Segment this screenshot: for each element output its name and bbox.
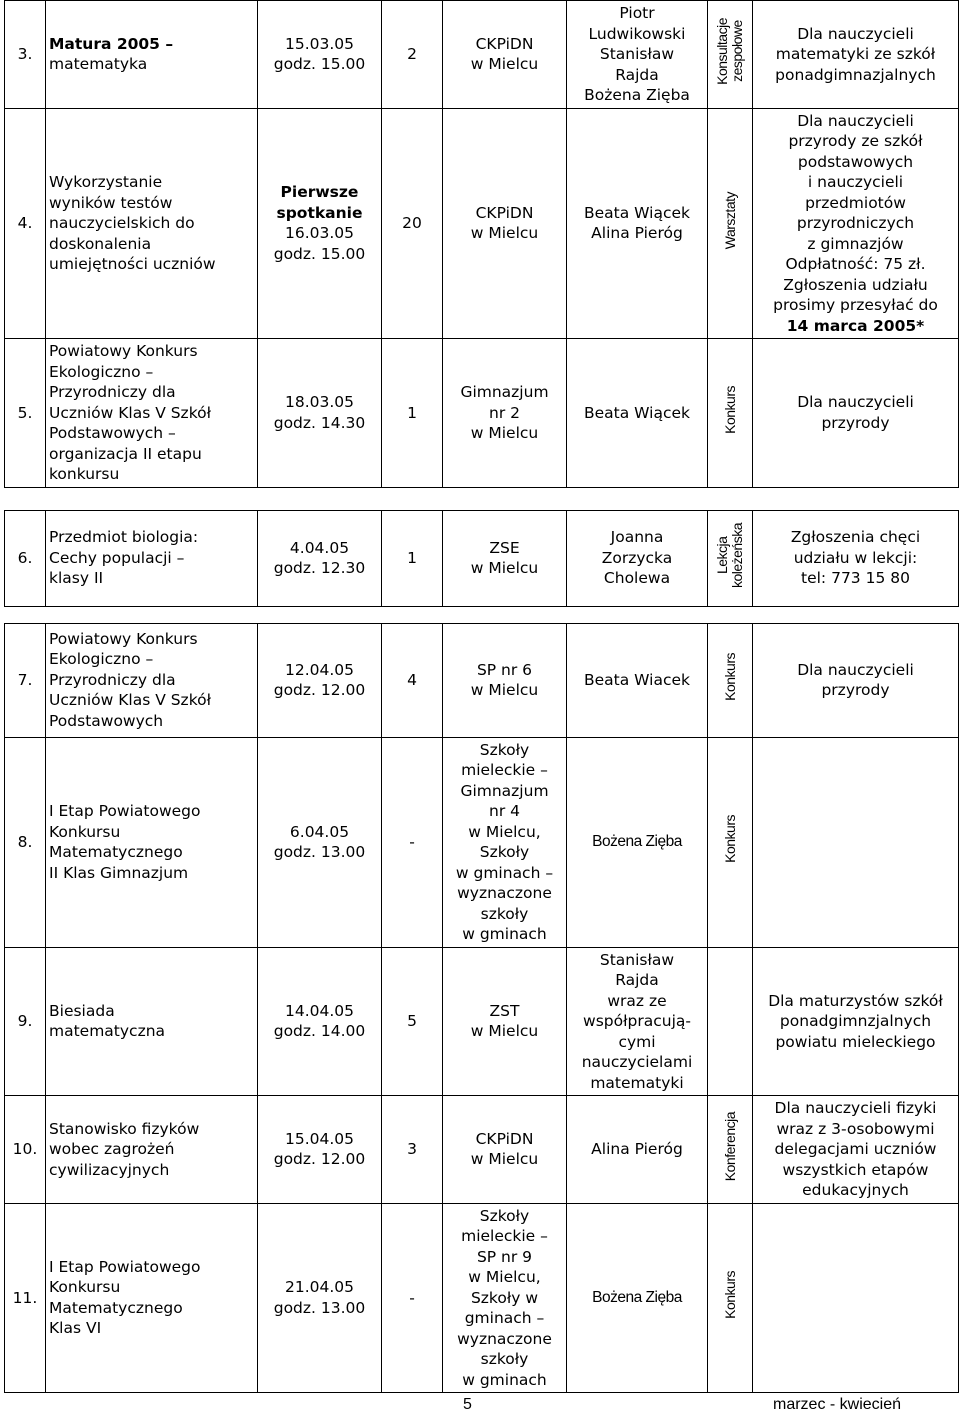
event-info [753, 1203, 959, 1393]
event-hours: 5 [382, 947, 443, 1096]
title-line: I Etap Powiatowego [49, 1257, 201, 1276]
event-form [708, 737, 753, 947]
schedule-body [5, 1, 959, 1393]
text-line: CKPiDN [475, 203, 534, 222]
text-line: w gminach [462, 1370, 547, 1389]
text-line: Ludwikowski [588, 24, 686, 43]
text-line: Szkoły [479, 1206, 530, 1225]
text-line: gminach – [464, 1309, 545, 1327]
text-line: Dla nauczycieli [797, 660, 914, 679]
table-row [5, 1096, 959, 1204]
title-line: nauczycielskich do [49, 214, 195, 232]
text-line: Gimnazjum [460, 781, 549, 800]
form-label: Warsztaty [721, 191, 738, 250]
title-line: Konkursu [49, 1278, 121, 1297]
row-number: 6. [5, 510, 46, 606]
text-line: przyrody [821, 413, 890, 432]
text-line: 4.04.05 [289, 538, 350, 557]
text-line: Joanna [610, 528, 664, 547]
event-title [46, 1, 258, 109]
text-line: mieleckie – [461, 761, 548, 779]
event-title [46, 623, 258, 737]
text-line: ponadgimnzjalnych [779, 1012, 932, 1030]
text-line: 6.04.05 [289, 822, 350, 841]
event-place [443, 623, 567, 737]
text-line: nr 2 [489, 403, 520, 422]
text-line: w Mielcu [470, 224, 539, 243]
title-line: wobec zagrożeń [49, 1140, 175, 1158]
text-line: Szkoły w [470, 1288, 539, 1307]
title-line: wyników testów [49, 193, 173, 212]
text-line: godz. 15.00 [273, 55, 366, 74]
row-number: 7. [5, 623, 46, 737]
text-line: nr 4 [489, 802, 520, 820]
event-title [46, 947, 258, 1096]
title-line: matematyka [49, 55, 148, 74]
row-gap [5, 606, 959, 623]
title-line: Przyrodniczy dla [49, 670, 176, 689]
event-hours: - [382, 1203, 443, 1393]
text-line: spotkanie [276, 203, 363, 222]
row-number: 9. [5, 947, 46, 1096]
event-info [753, 339, 959, 488]
event-hours: - [382, 737, 443, 947]
title-line: Cechy populacji – [49, 548, 185, 567]
title-line: Podstawowych [49, 711, 164, 730]
event-title [46, 1203, 258, 1393]
text-line: Rajda [615, 971, 659, 989]
title-line: Klas VI [49, 1319, 102, 1338]
event-form [708, 339, 753, 488]
event-hours: 1 [382, 339, 443, 488]
text-line: Gimnazjum [460, 383, 549, 401]
form-label: Konkurs [721, 653, 738, 702]
text-line: godz. 12.00 [273, 1150, 366, 1169]
text-line: w gminach [462, 925, 547, 943]
page-number: 5 [463, 1396, 472, 1413]
text-line: prosimy przesyłać do [773, 296, 938, 314]
text-line: godz. 15.00 [273, 244, 366, 263]
text-line: edukacyjnych [802, 1181, 909, 1199]
title-line: Powiatowy Konkurs [49, 342, 198, 360]
event-title [46, 1096, 258, 1204]
event-lead [567, 1, 708, 109]
text-line: Bożena Zięba [584, 86, 690, 104]
event-form [708, 1, 753, 109]
text-line: Dla nauczycieli [797, 393, 914, 412]
text-line: Zgłoszenia chęci [790, 528, 921, 547]
title-line: Matura 2005 – [49, 34, 174, 53]
text-line: Dla maturzystów szkół [768, 991, 943, 1010]
title-line: Matematycznego [49, 1298, 183, 1317]
row-number: 10. [5, 1096, 46, 1204]
table-row [5, 339, 959, 488]
form-label: Konferencja [721, 1111, 738, 1182]
form-label: Lekcja koleżeńska [714, 522, 745, 588]
text-line: w Mielcu [470, 424, 539, 442]
text-line: godz. 12.00 [273, 681, 366, 699]
event-lead [567, 339, 708, 488]
event-form [708, 1096, 753, 1204]
event-date [258, 1203, 382, 1393]
event-form [708, 510, 753, 606]
title-line: doskonalenia [49, 234, 152, 253]
text-line: 15.03.05 [284, 34, 355, 53]
title-line: Konkursu [49, 822, 121, 841]
text-line: Bożena Zięba [592, 1288, 682, 1306]
text-line: wraz z 3-osobowymi [776, 1119, 935, 1138]
event-place [443, 737, 567, 947]
text-line: 15.04.05 [284, 1129, 355, 1148]
table-row [5, 947, 959, 1096]
text-line: w Mielcu [470, 55, 539, 74]
text-line: Beata Wiącek [584, 203, 690, 222]
row-number: 11. [5, 1203, 46, 1393]
text-line: Beata Wiacek [584, 670, 690, 689]
text-line: w Mielcu [470, 559, 539, 577]
text-line: matematyki ze szkół [775, 45, 936, 63]
text-line: matematyki [590, 1073, 684, 1092]
event-place [443, 1096, 567, 1204]
text-line: Dla nauczycieli [797, 24, 914, 43]
text-line: cymi [618, 1032, 656, 1051]
event-place [443, 1, 567, 109]
text-line: w gminach – [455, 863, 554, 882]
event-lead [567, 510, 708, 606]
title-line: Biesiada [49, 1001, 115, 1020]
footer-months: marzec - kwiecień [773, 1396, 902, 1413]
text-line: CKPiDN [475, 1129, 534, 1148]
text-line: Pierwsze [280, 183, 359, 202]
event-date [258, 623, 382, 737]
event-lead [567, 1096, 708, 1204]
title-line: II Klas Gimnazjum [49, 863, 189, 882]
title-line: Powiatowy Konkurs [49, 629, 198, 648]
event-hours: 2 [382, 1, 443, 109]
text-line: i nauczycieli [807, 173, 904, 191]
text-line: przedmiotów [805, 193, 906, 212]
text-line: Alina Pieróg [591, 1140, 683, 1158]
table-row [5, 108, 959, 339]
form-label: Konkurs [721, 815, 738, 864]
text-line: w Mielcu [470, 1150, 539, 1169]
text-line: Stanisław [599, 45, 675, 63]
text-line: wyznaczone [457, 1329, 552, 1348]
text-line: szkoły [480, 1350, 529, 1368]
text-line: powiatu mieleckiego [775, 1032, 936, 1051]
text-line: Rajda [615, 65, 659, 84]
event-form [708, 623, 753, 737]
event-info [753, 108, 959, 339]
form-label: Konkurs [721, 386, 738, 434]
title-line: Ekologiczno – [49, 362, 154, 381]
text-line: ponadgimnazjalnych [775, 65, 936, 84]
text-line: współpracują- [583, 1012, 691, 1030]
event-title [46, 108, 258, 339]
schedule-table [4, 0, 959, 1393]
event-info [753, 1, 959, 109]
row-number: 5. [5, 339, 46, 488]
text-line: ZSE [489, 538, 520, 557]
text-line: SP nr 6 [476, 660, 533, 679]
text-line: Dla nauczycieli fizyki [774, 1099, 937, 1117]
text-line: Zgłoszenia udziału [783, 275, 928, 294]
text-line: nauczycielami [581, 1053, 693, 1071]
text-line: w Mielcu, [468, 1268, 541, 1286]
text-line: Zorzycka [601, 548, 673, 567]
text-line: Dla nauczycieli [797, 111, 914, 130]
event-form [708, 1203, 753, 1393]
text-line: w Mielcu [470, 681, 539, 699]
event-lead [567, 623, 708, 737]
text-line: SP nr 9 [476, 1247, 533, 1266]
event-info [753, 623, 959, 737]
text-line: przyrody ze szkół [788, 132, 923, 150]
text-line: 14.04.05 [284, 1001, 355, 1020]
text-line: Stanisław [599, 950, 675, 969]
text-line: 21.04.05 [284, 1278, 355, 1297]
text-line: 12.04.05 [284, 660, 355, 679]
text-line: Szkoły [479, 740, 530, 759]
event-place [443, 510, 567, 606]
form-label: Konsultacje zespołowe [714, 18, 745, 85]
event-hours: 1 [382, 510, 443, 606]
event-date [258, 339, 382, 488]
text-line: wyznaczone [457, 884, 552, 902]
form-label: Konkurs [721, 1271, 738, 1319]
text-line: 16.03.05 [284, 224, 355, 243]
text-line: Bożena Zięba [592, 832, 682, 850]
title-line: I Etap Powiatowego [49, 802, 201, 820]
event-lead [567, 947, 708, 1096]
gap-cell [5, 487, 959, 510]
text-line: udziału w lekcji: [793, 548, 918, 567]
event-form [708, 947, 753, 1096]
row-number: 8. [5, 737, 46, 947]
event-lead [567, 108, 708, 339]
event-info [753, 947, 959, 1096]
text-line: w Mielcu [470, 1022, 539, 1041]
text-line: wszystkich etapów [782, 1160, 929, 1179]
text-line: przyrodniczych [796, 214, 915, 232]
text-line: godz. 13.00 [273, 1298, 366, 1317]
title-line: Przyrodniczy dla [49, 383, 176, 401]
text-line: CKPiDN [475, 34, 534, 53]
title-line: Podstawowych – [49, 424, 176, 442]
row-gap [5, 487, 959, 510]
event-hours: 20 [382, 108, 443, 339]
title-line: Ekologiczno – [49, 650, 154, 669]
row-number: 3. [5, 1, 46, 109]
text-line: Beata Wiącek [584, 403, 690, 422]
text-line: podstawowych [797, 152, 914, 171]
event-lead [567, 1203, 708, 1393]
table-row [5, 623, 959, 737]
title-line: Stanowisko fizyków [49, 1119, 200, 1138]
text-line: Szkoły [479, 843, 530, 861]
event-date [258, 510, 382, 606]
gap-cell [5, 606, 959, 623]
event-date [258, 108, 382, 339]
title-line: klasy II [49, 569, 104, 588]
title-line: Uczniów Klas V Szkół [49, 403, 212, 422]
text-line: Cholewa [603, 569, 671, 588]
text-line: delegacjami uczniów [774, 1140, 937, 1158]
event-hours: 3 [382, 1096, 443, 1204]
text-line: ZST [489, 1001, 520, 1020]
event-place [443, 339, 567, 488]
text-line: godz. 12.30 [273, 559, 366, 577]
event-info [753, 510, 959, 606]
event-date [258, 947, 382, 1096]
title-line: cywilizacyjnych [49, 1160, 170, 1179]
title-line: matematyczna [49, 1022, 166, 1041]
text-line: 18.03.05 [284, 393, 355, 412]
event-hours: 4 [382, 623, 443, 737]
text-line: Alina Pieróg [591, 224, 683, 243]
title-line: Uczniów Klas V Szkół [49, 691, 212, 710]
table-row [5, 1, 959, 109]
event-place [443, 947, 567, 1096]
title-line: organizacja II etapu [49, 444, 202, 463]
event-place [443, 108, 567, 339]
table-row [5, 510, 959, 606]
text-line: szkoły [480, 904, 529, 923]
text-line: przyrody [821, 681, 890, 699]
title-line: umiejętności uczniów [49, 255, 216, 273]
text-line: Piotr [619, 4, 655, 22]
text-line: godz. 13.00 [273, 843, 366, 861]
event-title [46, 737, 258, 947]
event-title [46, 339, 258, 488]
event-place [443, 1203, 567, 1393]
event-form [708, 108, 753, 339]
title-line: Matematycznego [49, 843, 183, 861]
title-line: Przedmiot biologia: [49, 528, 199, 547]
event-date [258, 737, 382, 947]
event-info [753, 737, 959, 947]
row-number: 4. [5, 108, 46, 339]
text-line: wraz ze [607, 991, 667, 1010]
event-info [753, 1096, 959, 1204]
event-date [258, 1096, 382, 1204]
deadline-line: 14 marca 2005* [786, 316, 925, 335]
text-line: mieleckie – [461, 1227, 548, 1245]
table-row [5, 737, 959, 947]
text-line: godz. 14.00 [273, 1022, 366, 1041]
table-row [5, 1203, 959, 1393]
text-line: godz. 14.30 [273, 413, 366, 432]
event-title [46, 510, 258, 606]
title-line: Wykorzystanie [49, 173, 163, 191]
text-line: tel: 773 15 80 [801, 569, 910, 588]
text-line: Odpłatność: 75 zł. [785, 255, 926, 273]
title-line: konkursu [49, 465, 120, 483]
event-date [258, 1, 382, 109]
event-lead [567, 737, 708, 947]
text-line: z gimnazjów [807, 234, 904, 253]
text-line: w Mielcu, [468, 822, 541, 841]
